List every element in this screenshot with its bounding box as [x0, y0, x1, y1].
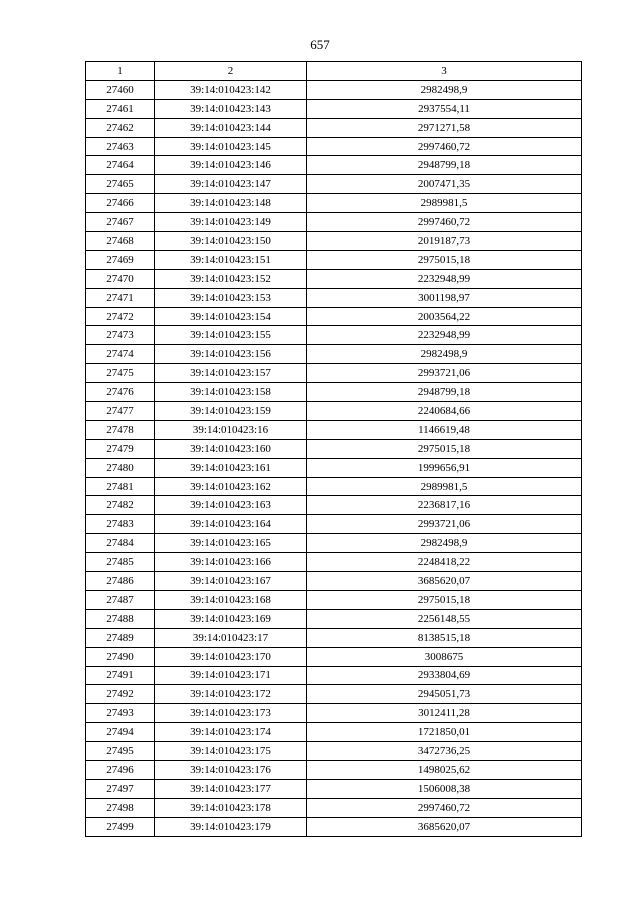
- row-number-cell: 27482: [86, 496, 155, 515]
- table-row: [86, 704, 582, 723]
- value-cell: 2997460,72: [307, 213, 582, 232]
- cadastral-number-cell: 39:14:010423:174: [155, 723, 307, 742]
- cadastral-number-cell: 39:14:010423:161: [155, 458, 307, 477]
- row-number-cell: 27461: [86, 99, 155, 118]
- value-cell: 8138515,18: [307, 628, 582, 647]
- value-cell: 1999656,91: [307, 458, 582, 477]
- table-row: [86, 496, 582, 515]
- table-row: [86, 742, 582, 761]
- cadastral-number-cell: 39:14:010423:165: [155, 534, 307, 553]
- row-number-cell: 27475: [86, 364, 155, 383]
- table-row: [86, 307, 582, 326]
- row-number-cell: 27497: [86, 779, 155, 798]
- value-cell: 2993721,06: [307, 515, 582, 534]
- cadastral-number-cell: 39:14:010423:150: [155, 232, 307, 251]
- value-cell: 3008675: [307, 647, 582, 666]
- value-cell: 3012411,28: [307, 704, 582, 723]
- table-row: [86, 534, 582, 553]
- table-row: [86, 288, 582, 307]
- value-cell: 2989981,5: [307, 477, 582, 496]
- row-number-cell: 27462: [86, 118, 155, 137]
- row-number-cell: 27493: [86, 704, 155, 723]
- value-cell: 2989981,5: [307, 194, 582, 213]
- row-number-cell: 27484: [86, 534, 155, 553]
- cadastral-number-cell: 39:14:010423:16: [155, 420, 307, 439]
- cadastral-number-cell: 39:14:010423:169: [155, 609, 307, 628]
- cadastral-number-cell: 39:14:010423:175: [155, 742, 307, 761]
- value-cell: 2971271,58: [307, 118, 582, 137]
- row-number-cell: 27460: [86, 80, 155, 99]
- column-header-2: 2: [155, 62, 307, 81]
- row-number-cell: 27495: [86, 742, 155, 761]
- table-row: [86, 477, 582, 496]
- cadastral-number-cell: 39:14:010423:158: [155, 383, 307, 402]
- cadastral-number-cell: 39:14:010423:145: [155, 137, 307, 156]
- table-row: [86, 572, 582, 591]
- value-cell: 2982498,9: [307, 534, 582, 553]
- cadastral-number-cell: 39:14:010423:153: [155, 288, 307, 307]
- table-row: [86, 80, 582, 99]
- table-row: [86, 420, 582, 439]
- table-row: [86, 628, 582, 647]
- table-row: [86, 647, 582, 666]
- table-header: [86, 62, 582, 81]
- value-cell: 1146619,48: [307, 420, 582, 439]
- value-cell: 2997460,72: [307, 137, 582, 156]
- row-number-cell: 27489: [86, 628, 155, 647]
- table-row: [86, 666, 582, 685]
- value-cell: 2232948,99: [307, 326, 582, 345]
- row-number-cell: 27478: [86, 420, 155, 439]
- row-number-cell: 27469: [86, 250, 155, 269]
- row-number-cell: 27485: [86, 553, 155, 572]
- row-number-cell: 27499: [86, 817, 155, 836]
- value-cell: 3685620,07: [307, 817, 582, 836]
- value-cell: 1498025,62: [307, 760, 582, 779]
- value-cell: 3472736,25: [307, 742, 582, 761]
- row-number-cell: 27487: [86, 590, 155, 609]
- row-number-cell: 27477: [86, 402, 155, 421]
- value-cell: 3001198,97: [307, 288, 582, 307]
- row-number-cell: 27494: [86, 723, 155, 742]
- row-number-cell: 27498: [86, 798, 155, 817]
- value-cell: 1506008,38: [307, 779, 582, 798]
- cadastral-number-cell: 39:14:010423:173: [155, 704, 307, 723]
- table-row: [86, 269, 582, 288]
- cadastral-number-cell: 39:14:010423:144: [155, 118, 307, 137]
- value-cell: 2982498,9: [307, 80, 582, 99]
- row-number-cell: 27488: [86, 609, 155, 628]
- value-cell: 2937554,11: [307, 99, 582, 118]
- row-number-cell: 27471: [86, 288, 155, 307]
- row-number-cell: 27479: [86, 439, 155, 458]
- cadastral-number-cell: 39:14:010423:159: [155, 402, 307, 421]
- row-number-cell: 27481: [86, 477, 155, 496]
- cadastral-number-cell: 39:14:010423:166: [155, 553, 307, 572]
- row-number-cell: 27464: [86, 156, 155, 175]
- table-row: [86, 213, 582, 232]
- cadastral-number-cell: 39:14:010423:163: [155, 496, 307, 515]
- cadastral-number-cell: 39:14:010423:176: [155, 760, 307, 779]
- cadastral-number-cell: 39:14:010423:160: [155, 439, 307, 458]
- cadastral-number-cell: 39:14:010423:167: [155, 572, 307, 591]
- row-number-cell: 27463: [86, 137, 155, 156]
- row-number-cell: 27473: [86, 326, 155, 345]
- row-number-cell: 27490: [86, 647, 155, 666]
- row-number-cell: 27491: [86, 666, 155, 685]
- row-number-cell: 27467: [86, 213, 155, 232]
- cadastral-number-cell: 39:14:010423:164: [155, 515, 307, 534]
- value-cell: 2993721,06: [307, 364, 582, 383]
- table-row: [86, 232, 582, 251]
- table-row: [86, 250, 582, 269]
- value-cell: 1721850,01: [307, 723, 582, 742]
- cadastral-number-cell: 39:14:010423:143: [155, 99, 307, 118]
- table-row: [86, 364, 582, 383]
- table-row: [86, 326, 582, 345]
- cadastral-number-cell: 39:14:010423:148: [155, 194, 307, 213]
- row-number-cell: 27492: [86, 685, 155, 704]
- cadastral-number-cell: 39:14:010423:170: [155, 647, 307, 666]
- value-cell: 2003564,22: [307, 307, 582, 326]
- table-row: [86, 118, 582, 137]
- table-row: [86, 760, 582, 779]
- value-cell: 2933804,69: [307, 666, 582, 685]
- header-row: [86, 62, 582, 81]
- cadastral-number-cell: 39:14:010423:17: [155, 628, 307, 647]
- value-cell: 2975015,18: [307, 590, 582, 609]
- value-cell: 2945051,73: [307, 685, 582, 704]
- value-cell: 2007471,35: [307, 175, 582, 194]
- row-number-cell: 27465: [86, 175, 155, 194]
- row-number-cell: 27496: [86, 760, 155, 779]
- value-cell: 2240684,66: [307, 402, 582, 421]
- value-cell: 2948799,18: [307, 383, 582, 402]
- table-row: [86, 175, 582, 194]
- table-row: [86, 723, 582, 742]
- cadastral-number-cell: 39:14:010423:155: [155, 326, 307, 345]
- row-number-cell: 27476: [86, 383, 155, 402]
- cadastral-number-cell: 39:14:010423:154: [155, 307, 307, 326]
- table-row: [86, 137, 582, 156]
- table-row: [86, 553, 582, 572]
- cadastral-number-cell: 39:14:010423:172: [155, 685, 307, 704]
- table-row: [86, 779, 582, 798]
- table-row: [86, 402, 582, 421]
- table-row: [86, 458, 582, 477]
- column-header-3: 3: [307, 62, 582, 81]
- value-cell: 2997460,72: [307, 798, 582, 817]
- value-cell: 2948799,18: [307, 156, 582, 175]
- page-number: 657: [310, 37, 330, 52]
- value-cell: 2232948,99: [307, 269, 582, 288]
- row-number-cell: 27472: [86, 307, 155, 326]
- table-row: [86, 156, 582, 175]
- value-cell: 2019187,73: [307, 232, 582, 251]
- table-row: [86, 590, 582, 609]
- row-number-cell: 27480: [86, 458, 155, 477]
- row-number-cell: 27466: [86, 194, 155, 213]
- table-row: [86, 439, 582, 458]
- cadastral-number-cell: 39:14:010423:171: [155, 666, 307, 685]
- cadastral-number-cell: 39:14:010423:168: [155, 590, 307, 609]
- table-row: [86, 817, 582, 836]
- table-body: [86, 80, 582, 836]
- row-number-cell: 27474: [86, 345, 155, 364]
- cadastral-number-cell: 39:14:010423:142: [155, 80, 307, 99]
- cadastral-number-cell: 39:14:010423:147: [155, 175, 307, 194]
- cadastral-number-cell: 39:14:010423:178: [155, 798, 307, 817]
- cadastral-number-cell: 39:14:010423:156: [155, 345, 307, 364]
- row-number-cell: 27486: [86, 572, 155, 591]
- row-number-cell: 27468: [86, 232, 155, 251]
- table-row: [86, 99, 582, 118]
- value-cell: 3685620,07: [307, 572, 582, 591]
- value-cell: 2256148,55: [307, 609, 582, 628]
- registry-table: [85, 61, 582, 837]
- row-number-cell: 27470: [86, 269, 155, 288]
- table-row: [86, 383, 582, 402]
- cadastral-number-cell: 39:14:010423:179: [155, 817, 307, 836]
- value-cell: 2975015,18: [307, 250, 582, 269]
- cadastral-number-cell: 39:14:010423:149: [155, 213, 307, 232]
- table-row: [86, 609, 582, 628]
- table-row: [86, 345, 582, 364]
- table-row: [86, 798, 582, 817]
- table-row: [86, 194, 582, 213]
- table-row: [86, 685, 582, 704]
- value-cell: 2982498,9: [307, 345, 582, 364]
- table-row: [86, 515, 582, 534]
- row-number-cell: 27483: [86, 515, 155, 534]
- cadastral-number-cell: 39:14:010423:151: [155, 250, 307, 269]
- cadastral-number-cell: 39:14:010423:146: [155, 156, 307, 175]
- column-header-1: 1: [86, 62, 155, 81]
- cadastral-number-cell: 39:14:010423:152: [155, 269, 307, 288]
- value-cell: 2248418,22: [307, 553, 582, 572]
- value-cell: 2236817,16: [307, 496, 582, 515]
- cadastral-number-cell: 39:14:010423:157: [155, 364, 307, 383]
- cadastral-number-cell: 39:14:010423:162: [155, 477, 307, 496]
- cadastral-number-cell: 39:14:010423:177: [155, 779, 307, 798]
- value-cell: 2975015,18: [307, 439, 582, 458]
